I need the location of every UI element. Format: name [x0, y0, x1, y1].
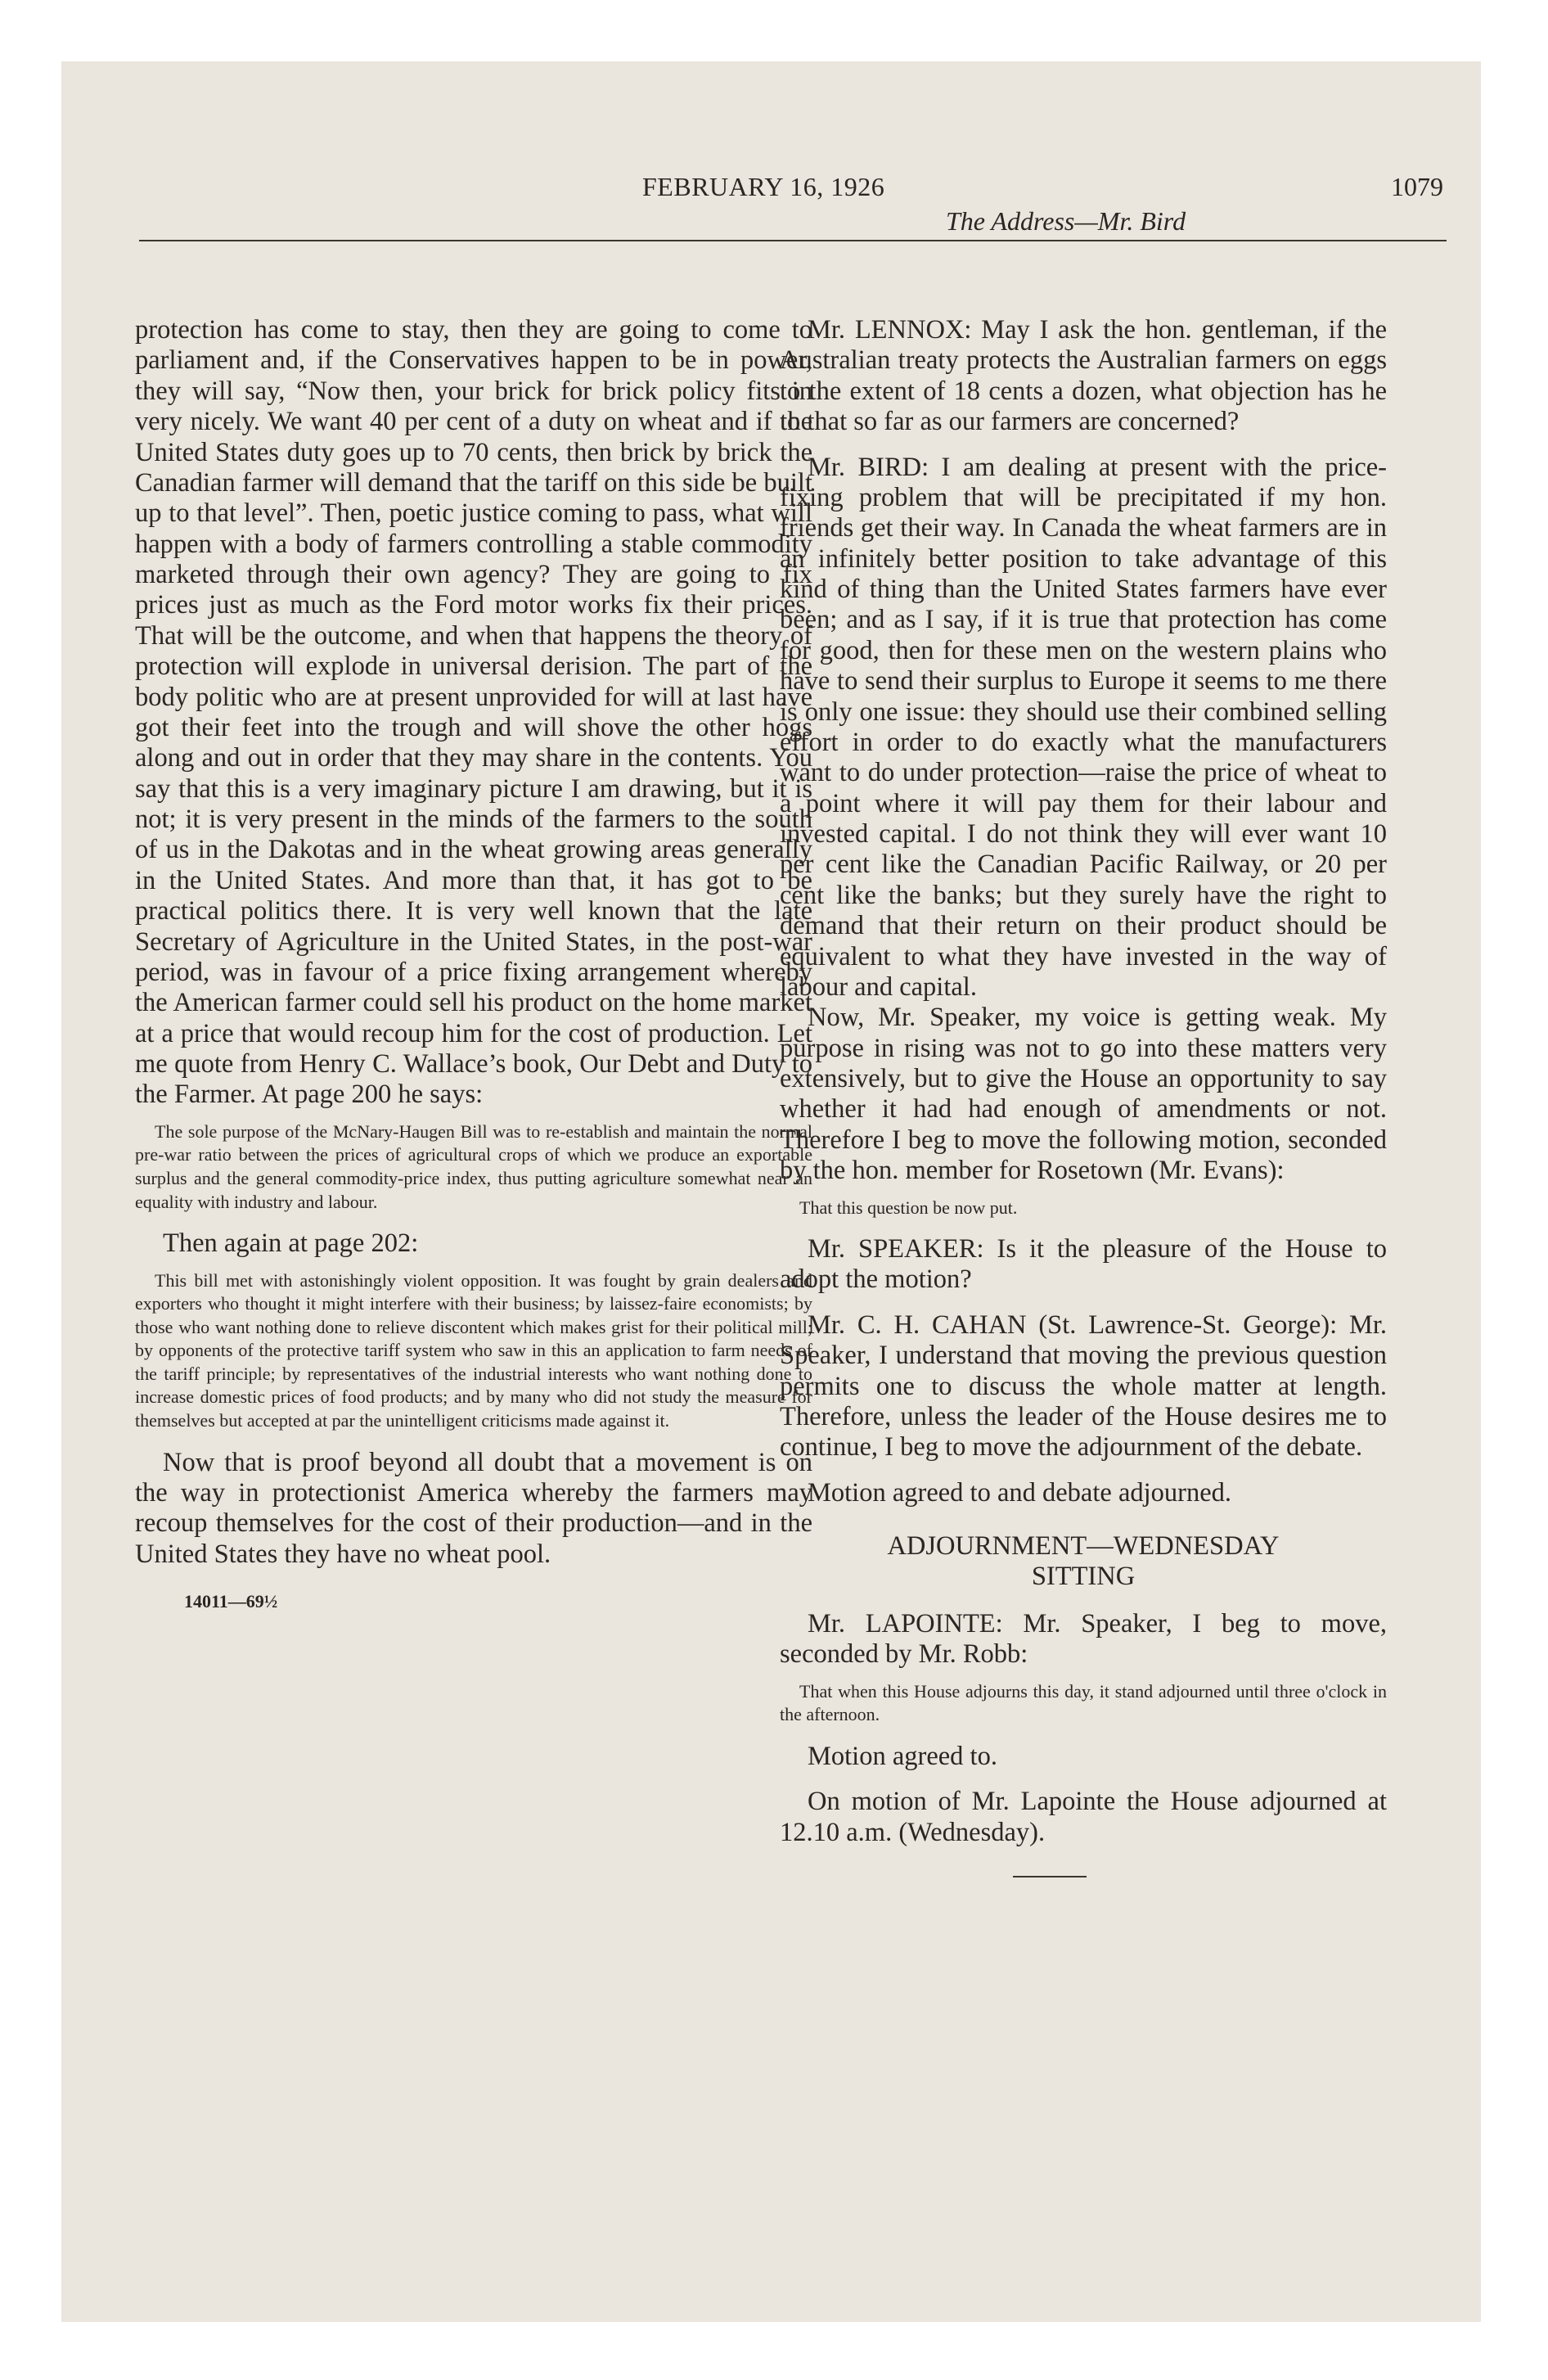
block-quote: This bill met with astonishingly violent opposition. It was fought by grain dealers and exporters who thought it might interfere with their business; by laissez-faire economists; by those who want nothing done to relieve discontent which makes grist for their political mill; by opponents of the protective tariff system who saw in this an application to farm needs of the tariff principle; by representatives of the industrial interests who want nothing done to increase domestic prices of food products; and by many who did not study the measure for themselves but accepted at par the unintelligent criticisms made against it.: [135, 1269, 812, 1431]
paragraph: Mr. BIRD: I am dealing at present with the price-fixing problem that will be precipitated if my hon. friends get their way. In Canada the wheat farmers are in an infinitely better position to take advantage of this kind of thing than the United States farmers have ever been; and as I say, if it is true that protection has come for good, then for these men on the western plains who have to send their surplus to Europe it seems to me there is only one issue: they should use their combined selling effort in order to do exactly what the manufacturers want to do under protection—raise the price of wheat to a point where it will pay them for their labour and invested capital. I do not think they will ever want 10 per cent like the Canadian Pacific Railway, or 20 per cent like the banks; but they surely have the right to demand that their return on their product should be equivalent to what they have invested in the way of labour and capital.: [780, 452, 1387, 1002]
right-column: [780, 315, 1387, 1877]
paragraph: Now that is proof beyond all doubt that a movement is on the way in protectionist America whereby the farmers may recoup themselves for the cost of their production—and in the United States they have no wheat pool.: [135, 1447, 812, 1569]
page-footnote: 14011—69½: [184, 1591, 278, 1612]
section-title: [780, 1531, 1387, 1593]
paragraph: Motion agreed to.: [808, 1741, 997, 1771]
block-quote: The sole purpose of the McNary-Haugen Bill was to re-establish and maintain the normal pre-war ratio between the prices of agricultural crops of which we produce an exportable surplus and the general commodity-price index, thus putting agriculture somewhat near an equality with industry and labour.: [135, 1120, 812, 1212]
end-rule: [1013, 1876, 1087, 1877]
block-quote: That this question be now put.: [799, 1197, 1018, 1218]
left-column: [135, 315, 812, 1612]
paragraph: Mr. SPEAKER: Is it the pleasure of the House to adopt the motion?: [780, 1234, 1387, 1295]
page-number: 1079: [1391, 172, 1443, 201]
section-title-line: SITTING: [1031, 1562, 1136, 1592]
paragraph: Mr. LENNOX: May I ask the hon. gentleman, if the Australian treaty protects the Australian farmers on eggs to the extent of 18 cents a dozen, what objection has he to that so far as our farmers are concerned?: [780, 315, 1387, 437]
paragraph: Mr. C. H. CAHAN (St. Lawrence-St. George): Mr. Speaker, I understand that moving the previous question permits one to discuss the whole matter at length. Therefore, unless the leader of the House desires me to continue, I beg to move the adjournment of the debate.: [780, 1309, 1387, 1463]
paragraph: protection has come to stay, then they are going to come to parliament and, if the Conservatives happen to be in power, they will say, “Now then, your brick for brick policy fits in very nicely. We want 40 per cent of a duty on wheat and if the United States duty goes up to 70 cents, then brick by brick the Canadian farmer will demand that the tariff on this side be built up to that level”. Then, poetic justice coming to pass, what will happen with a body of farmers controlling a stable commodity marketed through their own agency? They are going to fix prices just as much as the Ford motor works fix their prices. That will be the outcome, and when that happens the theory of protection will explode in universal derision. The part of the body politic who are at present unprovided for will at last have got their feet into the trough and will shove the other hogs along and out in order that they may share in the contents. You say that this is a very imaginary picture I am drawing, but it is not; it is very present in the minds of the farmers to the south of us in the Dakotas and in the wheat growing areas generally in the United States. And more than that, it has got to be practical politics there. It is very well known that the late Secretary of Agriculture in the United States, in the post-war period, was in favour of a price fixing arrangement whereby the American farmer could sell his product on the home market at a price that would recoup him for the cost of production. Let me quote from Henry C. Wallace’s book, Our Debt and Duty to the Farmer. At page 200 he says:: [135, 315, 812, 1110]
paragraph: Then again at page 202:: [163, 1228, 419, 1259]
header-rule: [139, 240, 1447, 241]
block-quote: That when this House adjourns this day, it stand adjourned until three o'clock in the afternoon.: [780, 1680, 1387, 1725]
paragraph: Mr. LAPOINTE: Mr. Speaker, I beg to move, seconded by Mr. Robb:: [780, 1608, 1387, 1670]
header-date: FEBRUARY 16, 1926: [642, 172, 885, 201]
section-title-line: ADJOURNMENT—WEDNESDAY: [887, 1531, 1280, 1562]
page-sheet: [61, 61, 1481, 2322]
paragraph: On motion of Mr. Lapointe the House adjourned at 12.10 a.m. (Wednesday).: [780, 1787, 1387, 1847]
paragraph: Now, Mr. Speaker, my voice is getting weak. My purpose in rising was not to go into these matters very extensively, but to give the House an opportunity to say whether it had had enough of amendments or not. Therefore I beg to move the following motion, seconded by the hon. member for Rosetown (Mr. Evans):: [780, 1003, 1387, 1186]
paragraph: Motion agreed to and debate adjourned.: [808, 1477, 1232, 1508]
page-header: [61, 61, 1481, 250]
header-subtitle: The Address—Mr. Bird: [946, 206, 1186, 236]
